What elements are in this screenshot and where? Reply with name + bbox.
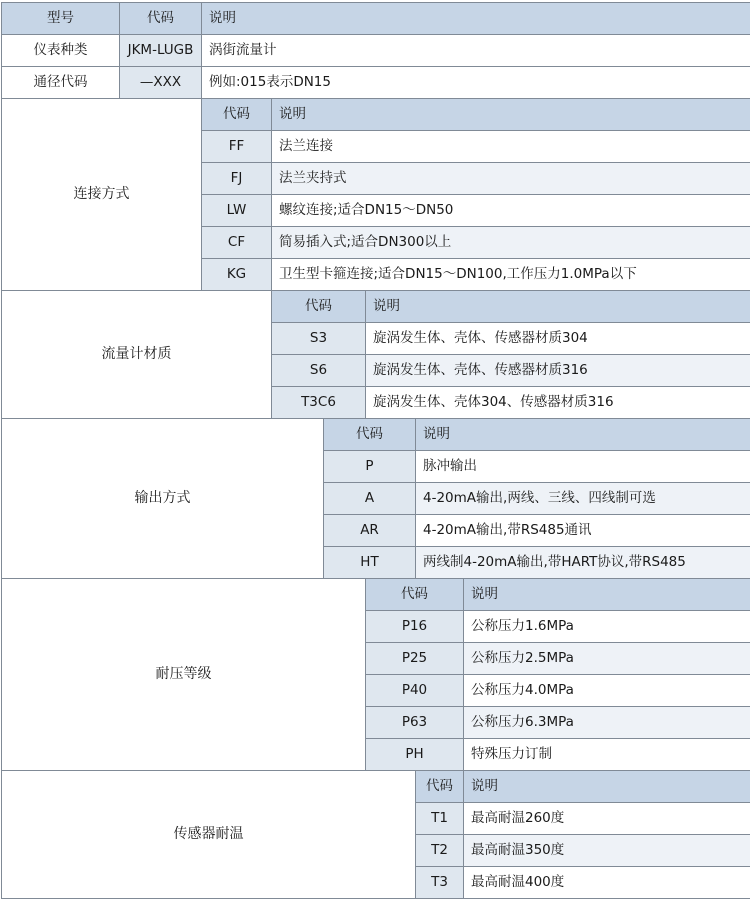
item-code-fj: FJ — [202, 163, 272, 195]
section-title-3: 耐压等级 — [9, 666, 358, 682]
item-desc-a: 4-20mA输出,两线、三线、四线制可选 — [416, 483, 750, 515]
section-spacer-output — [2, 419, 324, 579]
item-code-t3c6: T3C6 — [272, 387, 366, 419]
item-desc-t3c6: 旋涡发生体、壳体304、传感器材质316 — [366, 387, 750, 419]
section-spacer-connection — [2, 99, 202, 291]
section-subheader-row — [2, 579, 750, 611]
item-desc-p40: 公称压力4.0MPa — [464, 675, 750, 707]
item-desc-ar: 4-20mA输出,带RS485通讯 — [416, 515, 750, 547]
subheader-code-pressure: 代码 — [366, 579, 464, 611]
item-desc-ht: 两线制4-20mA输出,带HART协议,带RS485 — [416, 547, 750, 579]
section-title-2: 输出方式 — [9, 490, 316, 506]
section-subheader-row — [2, 99, 750, 131]
subheader-desc-material: 说明 — [366, 291, 750, 323]
item-desc-cf: 简易插入式;适合DN300以上 — [272, 227, 750, 259]
row-label-bore-code: 通径代码 — [2, 67, 120, 99]
header-model: 型号 — [2, 3, 120, 35]
item-desc-t3: 最高耐温400度 — [464, 867, 750, 899]
item-code-a: A — [324, 483, 416, 515]
item-code-p63: P63 — [366, 707, 464, 739]
subheader-code-material: 代码 — [272, 291, 366, 323]
subheader-desc-pressure: 说明 — [464, 579, 750, 611]
model-selection-table — [1, 2, 750, 899]
item-code-p40: P40 — [366, 675, 464, 707]
row-label-instrument-type: 仪表种类 — [2, 35, 120, 67]
item-code-t3: T3 — [416, 867, 464, 899]
item-code-ar: AR — [324, 515, 416, 547]
item-desc-ph: 特殊压力订制 — [464, 739, 750, 771]
row-desc-instrument-type: 涡街流量计 — [202, 35, 750, 67]
item-desc-kg: 卫生型卡箍连接;适合DN15～DN100,工作压力1.0MPa以下 — [272, 259, 750, 291]
section-subheader-row — [2, 291, 750, 323]
section-spacer-temperature — [2, 771, 416, 899]
header-desc: 说明 — [202, 3, 750, 35]
item-desc-fj: 法兰夹持式 — [272, 163, 750, 195]
subheader-desc-output: 说明 — [416, 419, 750, 451]
row-code-bore-code: —XXX — [120, 67, 202, 99]
row-desc-bore-code: 例如:015表示DN15 — [202, 67, 750, 99]
section-spacer-pressure — [2, 579, 366, 771]
item-desc-s3: 旋涡发生体、壳体、传感器材质304 — [366, 323, 750, 355]
item-code-t2: T2 — [416, 835, 464, 867]
section-spacer-material — [2, 291, 272, 419]
item-desc-p16: 公称压力1.6MPa — [464, 611, 750, 643]
table-row — [2, 67, 750, 99]
section-subheader-row — [2, 771, 750, 803]
item-code-ph: PH — [366, 739, 464, 771]
section-subheader-row — [2, 419, 750, 451]
item-desc-t1: 最高耐温260度 — [464, 803, 750, 835]
subheader-code-connection: 代码 — [202, 99, 272, 131]
item-code-cf: CF — [202, 227, 272, 259]
item-code-s6: S6 — [272, 355, 366, 387]
item-desc-lw: 螺纹连接;适合DN15～DN50 — [272, 195, 750, 227]
item-desc-p: 脉冲输出 — [416, 451, 750, 483]
item-code-ff: FF — [202, 131, 272, 163]
item-desc-p25: 公称压力2.5MPa — [464, 643, 750, 675]
table-row — [2, 35, 750, 67]
section-title-4: 传感器耐温 — [9, 826, 408, 842]
item-code-kg: KG — [202, 259, 272, 291]
item-code-p16: P16 — [366, 611, 464, 643]
item-desc-t2: 最高耐温350度 — [464, 835, 750, 867]
item-desc-p63: 公称压力6.3MPa — [464, 707, 750, 739]
subheader-code-temperature: 代码 — [416, 771, 464, 803]
item-code-p25: P25 — [366, 643, 464, 675]
item-code-lw: LW — [202, 195, 272, 227]
row-code-instrument-type: JKM-LUGB — [120, 35, 202, 67]
item-desc-s6: 旋涡发生体、壳体、传感器材质316 — [366, 355, 750, 387]
section-title-0: 连接方式 — [9, 186, 194, 202]
item-code-t1: T1 — [416, 803, 464, 835]
item-code-s3: S3 — [272, 323, 366, 355]
subheader-desc-temperature: 说明 — [464, 771, 750, 803]
item-code-p: P — [324, 451, 416, 483]
header-code: 代码 — [120, 3, 202, 35]
item-desc-ff: 法兰连接 — [272, 131, 750, 163]
subheader-desc-connection: 说明 — [272, 99, 750, 131]
subheader-code-output: 代码 — [324, 419, 416, 451]
spec-table-sheet — [0, 2, 750, 853]
item-code-ht: HT — [324, 547, 416, 579]
table-header-row — [2, 3, 750, 35]
section-title-1: 流量计材质 — [9, 346, 264, 362]
